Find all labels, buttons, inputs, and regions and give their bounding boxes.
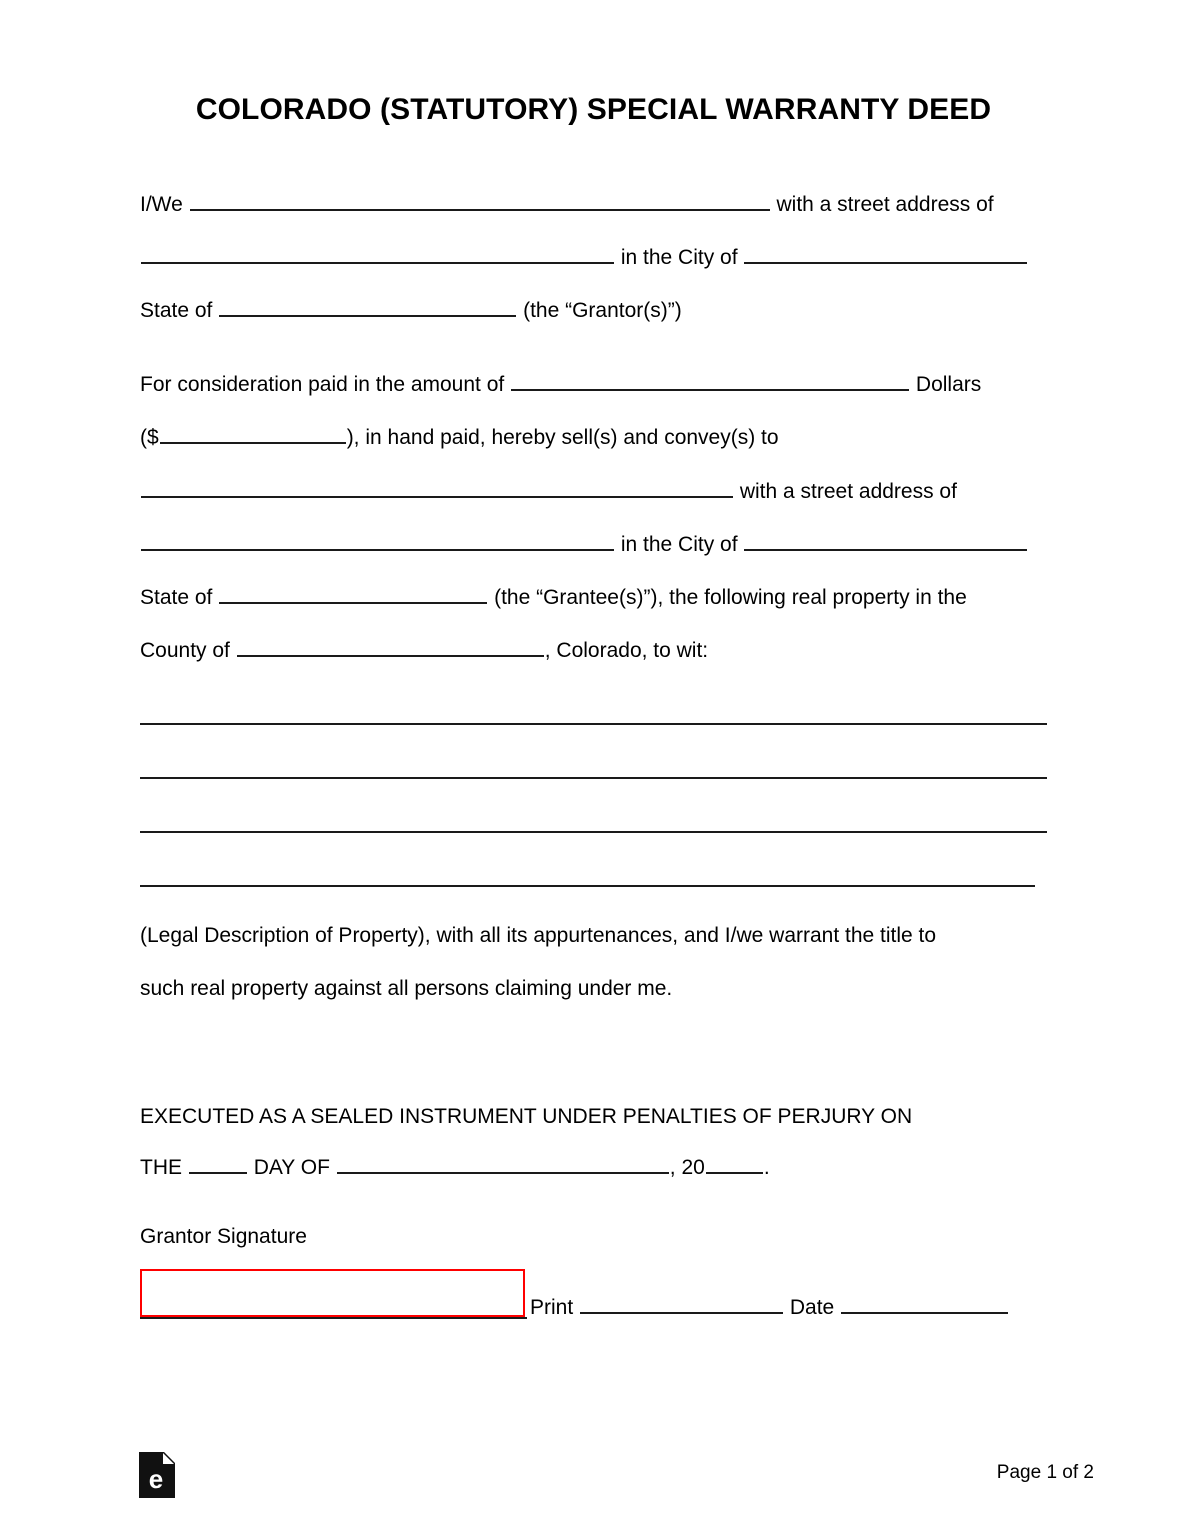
print-and-date-line <box>530 1292 1009 1320</box>
legal-description-line-1[interactable] <box>140 723 1047 725</box>
consideration-numeric-line <box>140 411 779 464</box>
grantee-city-label: in the City of <box>620 533 738 556</box>
consideration-amount-words-field[interactable] <box>511 369 909 391</box>
iwe-label: I/We <box>140 193 183 216</box>
legal-description-caption-line-2: such real property against all persons claiming under me. <box>140 977 673 1000</box>
grantor-designation: (the “Grantor(s)”) <box>523 299 682 322</box>
grantor-city-field[interactable] <box>744 242 1027 264</box>
svg-text:e: e <box>148 1464 164 1494</box>
eforms-document-logo[interactable] <box>139 1452 175 1498</box>
county-field[interactable] <box>237 635 544 657</box>
year-prefix: , 20 <box>669 1156 705 1179</box>
grantee-state-field[interactable] <box>219 582 487 604</box>
grantor-street-address-field[interactable] <box>141 242 614 264</box>
grantor-state-label: State of <box>140 299 213 322</box>
consideration-amount-line <box>140 358 981 411</box>
grantee-name-field[interactable] <box>141 476 733 498</box>
grantor-address-city-line <box>140 231 1028 284</box>
grantor-signature-label: Grantor Signature <box>140 1225 307 1248</box>
legal-description-caption-line-1: (Legal Description of Property), with all its appurtenances, and I/we warrant the title to <box>140 924 937 947</box>
grantee-state-label: State of <box>140 586 213 609</box>
county-suffix: , Colorado, to wit: <box>544 639 709 662</box>
the-label: THE <box>140 1156 182 1179</box>
legal-description-line-4[interactable] <box>140 885 1035 887</box>
county-line <box>140 624 708 677</box>
year-suffix: . <box>763 1156 770 1179</box>
grantee-street-address-field[interactable] <box>141 529 614 551</box>
print-label: Print <box>530 1296 574 1319</box>
consideration-amount-label: For consideration paid in the amount of <box>140 373 505 396</box>
in-hand-prefix: ($ <box>140 426 159 449</box>
legal-description-line-2[interactable] <box>140 777 1047 779</box>
grantee-city-field[interactable] <box>744 529 1027 551</box>
grantor-signature-input-box[interactable] <box>140 1269 525 1317</box>
grantor-name-line <box>140 178 994 231</box>
dollars-label: Dollars <box>915 373 982 396</box>
page-title: COLORADO (STATUTORY) SPECIAL WARRANTY DEED <box>195 93 992 126</box>
grantor-street-address-label: with a street address of <box>776 193 994 216</box>
date-label: Date <box>789 1296 835 1319</box>
legal-description-line-3[interactable] <box>140 831 1047 833</box>
grantor-name-field[interactable] <box>190 189 770 211</box>
grantor-signature-underline <box>140 1317 527 1319</box>
county-label: County of <box>140 639 230 662</box>
year-field[interactable] <box>706 1152 763 1174</box>
grantee-address-city-line <box>140 518 1028 571</box>
grantee-state-line <box>140 571 967 624</box>
execution-date-line <box>140 1141 770 1194</box>
consideration-amount-numeric-field[interactable] <box>160 422 346 444</box>
execution-statement: EXECUTED AS A SEALED INSTRUMENT UNDER PENALTIES OF PERJURY ON <box>140 1105 913 1128</box>
grantor-state-line <box>140 284 682 337</box>
grantee-name-line <box>140 465 957 518</box>
signature-date-field[interactable] <box>841 1292 1008 1314</box>
grantor-city-label: in the City of <box>620 246 738 269</box>
day-of-label: DAY OF <box>253 1156 330 1179</box>
grantee-designation: (the “Grantee(s)”), the following real property in the <box>494 586 967 609</box>
day-number-field[interactable] <box>189 1152 247 1174</box>
print-name-field[interactable] <box>580 1292 783 1314</box>
month-field[interactable] <box>337 1152 669 1174</box>
page-indicator: Page 1 of 2 <box>996 1462 1094 1483</box>
grantor-state-field[interactable] <box>219 295 516 317</box>
in-hand-suffix: ), in hand paid, hereby sell(s) and convey(s) to <box>346 426 779 449</box>
grantee-street-address-label: with a street address of <box>739 480 957 503</box>
